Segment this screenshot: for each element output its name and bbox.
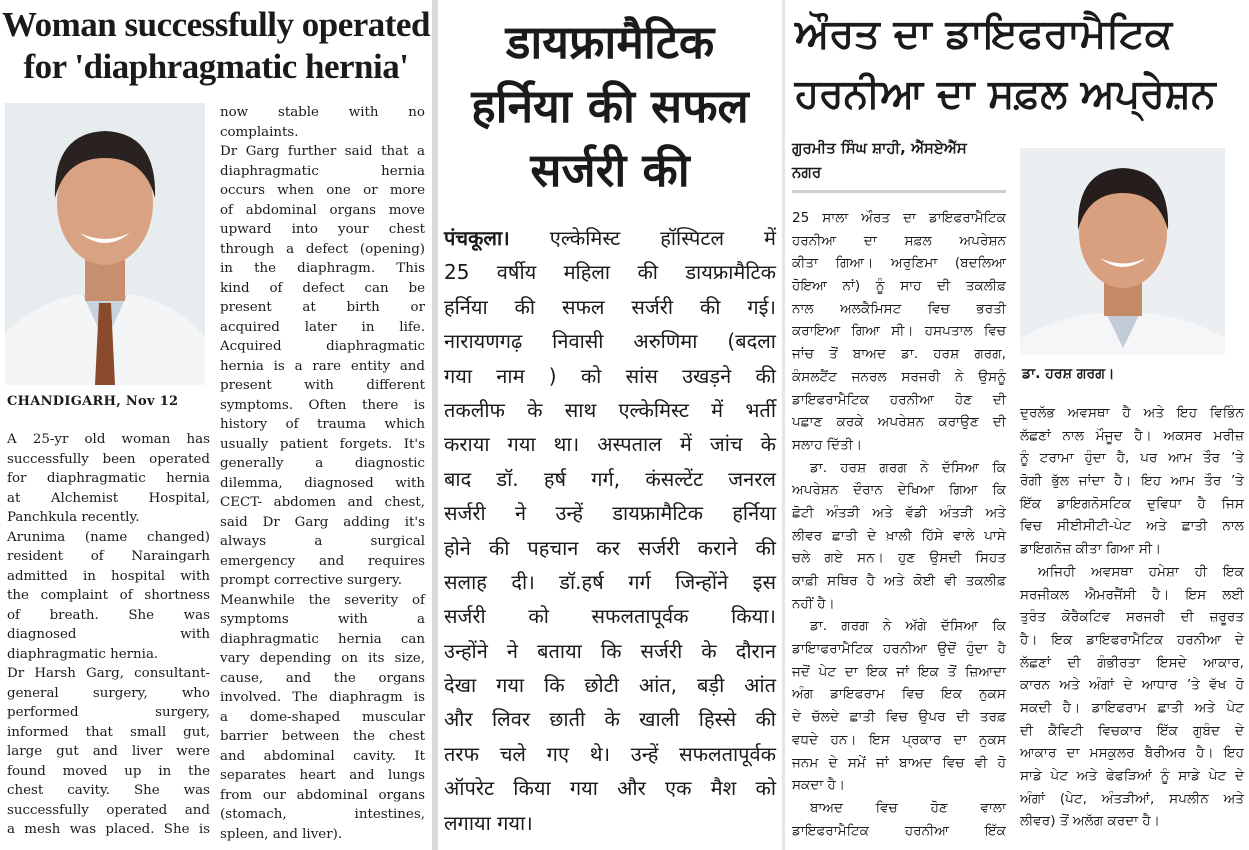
text-line: ਕਾਫ਼ੀ ਸਥਿਰ ਹੈ ਅਤੇ ਕੋਈ ਵੀ ਤਕਲੀਫ਼ [792,573,1006,589]
text-line: उन्होंने ने बताया कि सर्जरी के दौरान [444,638,776,663]
text-line: ਸਕਦੀ ਹੈ। ਡਾਇਫਰਾਮ ਛਾਤੀ ਅਤੇ ਪੇਟ [1020,699,1244,716]
text-line: ਲੱਛਣਾਂ ਦੀ ਗੰਭੀਰਤਾ ਇਸਦੇ ਆਕਾਰ, [1020,654,1244,671]
column-divider [432,0,438,850]
text-line: ਕੰਸਲਟੈਂਟ ਜਨਰਲ ਸਰਜਰੀ ਨੇ ਉਸਨੂੰ [792,368,1006,385]
text-line: ਅੰਗਾਂ (ਪੇਟ, ਅੰਤੜੀਆਂ, ਸਪਲੀਨ ਅਤੇ [1020,790,1244,807]
text-line: diaphragmatic hernia. [7,646,159,662]
text-line: ਵਿਚ ਸੀਈਸੀਟੀ-ਪੇਟ ਅਤੇ ਛਾਤੀ ਨਾਲ [1020,518,1244,535]
english-headline [0,4,432,88]
text-line: for diaphragmatic hernia [7,471,210,486]
text-line: resident of Naraingarh [7,549,210,564]
text-line: ਪਛਾਣ ਕਰਕੇ ਅਪਰੇਸ਼ਨ ਕਰਾਉਣ ਦੀ [792,414,1006,431]
text-line: symptoms with a [220,612,425,627]
english-column-2 [220,103,425,844]
text-line: नारायणगढ़ निवासी अरुणिमा (बदला [444,329,776,354]
text-line: Panchkula recently. [7,510,140,525]
doctor-photo-punjabi [1020,148,1225,355]
punjabi-column-2 [1020,402,1244,833]
text-line: of breath. She was [7,607,210,623]
text-line: a dome-shaped muscular [220,709,425,725]
text-line: ਦੇ ਚੱਲਦੇ ਛਾਤੀ ਵਿਚ ਉਪਰ ਦੀ ਤਰਫ਼ [792,709,1006,726]
text-line: kind of defect can be [220,280,425,296]
text-line: ਲੀਵਰ) ਤੋਂ ਅਲੱਗ ਕਰਦਾ ਹੈ। [1020,813,1160,830]
text-line: ਡਾਇਾਫਰਾਮੈਟਿਕ ਹਰਨੀਆ ਉਦੋਂ ਹੁੰਦਾ ਹੈ [792,641,1006,658]
text-line: ਸਰਜੀਕਲ ਐਮਰਜੈਂਸੀ ਹੈ। ਇਸ ਲਈ [1020,586,1244,603]
text-line: ਡਾਇਫਰਾਮੈਟਿਕ ਹਰਨੀਆ ਇੱਕ [792,822,1006,839]
text-line: ਇੱਕ ਡਾਇਗਨੋਸਟਿਕ ਦੁਵਿਧਾ ਹੈ ਜਿਸ [1020,495,1244,512]
text-line: ਹੋਇਆ ਨਾਂ) ਨੂੰ ਸਾਹ ਦੀ ਤਕਲੀਫ਼ [792,278,1006,295]
text-line: dilemma, diagnosed with [220,475,425,491]
english-headline-line: Woman successfully operated [2,5,430,44]
text-line: usually patient forgets. It's [220,436,425,452]
text-line: और लिवर छाती के खाली हिस्से की [444,707,776,732]
text-line: successfully operated and [7,802,210,818]
text-line: ਚਲੇ ਗਏ ਸਨ। ਹੁਣ ਉਸਦੀ ਸਿਹਤ [792,550,1006,567]
text-line: 25 ਸਾਲਾ ਔਰਤ ਦਾ ਡਾਇਫਰਾਮੈਟਿਕ [792,210,1006,226]
text-line: general surgery, who [7,685,210,701]
text-line: diaphragmatic hernia [220,163,425,179]
text-line: ਸਲਾਹ ਦਿੱਤੀ। [792,436,863,453]
text-line: ਨਾਲ ਅਲਕੈਮਿਸਟ ਵਿਚ ਭਰਤੀ [792,300,1006,317]
text-line: A 25-yr old woman has [7,432,210,447]
text-line: always a surgical [220,534,425,549]
text-line: hernia is a rare entity and [220,358,425,374]
text-line: ਹੈ। ਇਕ ਡਾਇਫਰਾਮੈਟਿਕ ਹਰਨੀਆ ਦੇ [1020,631,1244,648]
text-line: ਨੂੰ ਟਰਾਮਾ ਹੁੰਦਾ ਹੈ, ਪਰ ਆਮ ਤੌਰ ’ਤੇ [1020,450,1244,467]
text-line: Dr Garg further said that a [220,144,425,159]
text-line: ਜਨਮ ਦੇ ਸਮੇਂ ਜਾਂ ਬਾਅਦ ਵਿਚ ਵੀ ਹੋ [792,754,1006,771]
text-line: बाद डॉ. हर्ष गर्ग, कंसल्टेंट जनरल [444,466,776,491]
text-line: admitted in hospital with [7,568,210,584]
dateline: पंचकूला। [444,226,510,250]
text-line: through a defect (opening) [220,241,425,257]
text-line: Acquired diaphragmatic [220,339,425,354]
text-line: spleen, and liver). [220,826,343,842]
text-line: ਕਰਾਇਆ ਗਿਆ ਸੀ। ਹਸਪਤਾਲ ਵਿਚ [792,323,1006,340]
text-line: ਛੋਟੀ ਅੰਤੜੀ ਅਤੇ ਵੱਡੀ ਅੰਤੜੀ ਅਤੇ [792,504,1006,521]
text-line: large gut and liver were [7,744,210,759]
text-line: found moved up in the [7,763,210,779]
text-line: Dr Harsh Garg, consultant- [7,666,210,681]
text-line [444,221,776,255]
hindi-headline-line: सर्जरी की [530,143,690,197]
text-line: Meanwhile the severity of [220,592,425,608]
hindi-headline-line: डायफ्रामैटिक [505,15,715,69]
text-line: सर्जरी को सफलतापूर्वक किया। [444,604,776,629]
punjabi-byline [792,136,1012,184]
text-line: diaphragmatic hernia can [220,631,425,647]
text-line: generally a diagnostic [220,456,425,471]
text-line: present with different [220,378,425,393]
byline-line: ਨਗਰ [792,163,822,181]
text-line: ਲੀਵਰ ਛਾਤੀ ਦੇ ਖ਼ਾਲੀ ਹਿੱਸੇ ਵਾਲੇ ਪਾਸੇ [792,527,1006,544]
text-line: ਡਾਇਫਰਾਮੈਟਿਕ ਹਰਨੀਆ ਹੋਣ ਦੀ [792,391,1006,408]
text-line: and abdominal cavity. It [220,748,425,764]
text-line: सर्जरी ने उन्हें डायफ्रामैटिक हर्निया [444,501,776,526]
text-line: ਕਾਰਨ ਅਤੇ ਅੰਗਾਂ ਦੇ ਆਧਾਰ ’ਤੇ ਵੱਖ ਹੋ [1020,677,1244,694]
punjabi-headline-line: ਹਰਨੀਆ ਦਾ ਸਫ਼ਲ ਅਪ੍ਰੇਸ਼ਨ [794,71,1216,117]
hindi-headline [440,10,780,202]
english-column-1 [7,430,210,840]
english-headline-line: for 'diaphragmatic hernia' [23,47,409,86]
text-line: the complaint of shortness [7,588,210,603]
text-line: separates heart and lungs [220,768,425,783]
text-line: ਜਦੋਂ ਪੇਟ ਦਾ ਇਕ ਜਾਂ ਇਕ ਤੋਂ ਜ਼ਿਆਦਾ [792,663,1006,680]
text-line: तकलीफ के साथ एल्केमिस्ट में भर्ती [444,397,776,422]
punjabi-headline-line: ਔਰਤ ਦਾ ਡਾਇਫਰਾਮੈਟਿਕ [795,11,1173,57]
hindi-headline-line: हर्निया की सफल [471,79,749,133]
text-line: symptoms. Often there is [220,397,425,413]
text-line: सलाह दी। डॉ.हर्ष गर्ग जिन्होंने इस [444,569,776,594]
text-line: ਦੀ ਕੈਵਿਟੀ ਵਿਚਕਾਰ ਇੱਕ ਗੁਬੰਦ ਦੇ [1020,722,1244,739]
text-line: performed surgery, [7,705,210,720]
doctor-photo-english [5,103,205,385]
text-line: ਹਰਨੀਆ ਦਾ ਸਫ਼ਲ ਅਪਰੇਸ਼ਨ [792,232,1006,249]
english-dateline: CHANDIGARH, Nov 12 [7,394,179,409]
text-line: ਕੀਤਾ ਗਿਆ। ਅਰੁਣਿਮਾ (ਬਦਲਿਆ [792,255,1006,272]
text-line: लगाया गया। [444,810,533,835]
text-line: a mesh was placed. She is [7,822,210,837]
text-line: ਡਾ. ਹਰਸ਼ ਗਰਗ ਨੇ ਦੱਸਿਆ ਕਿ [810,459,1006,476]
punjabi-column-1 [792,207,1006,842]
text-line: ਬਾਅਦ ਵਿਚ ਹੋਣ ਵਾਲਾ [810,799,1006,816]
text-line: गया नाम ) को सांस उखड़ने की [444,363,776,388]
text-line: now stable with no [220,105,425,120]
text-line: vary depending on its size, [220,651,425,666]
text-line: 25 वर्षीय महिला की डायफ्रामैटिक [444,260,776,285]
byline-line: ਗੁਰਮੀਤ ਸਿੰਘ ਸ਼ਾਹੀ, ਐੱਸਏਐੱਸ [792,139,967,157]
text-line: ਸਾਡੇ ਪੇਟ ਅਤੇ ਫੇਫੜਿਆਂ ਨੂੰ ਸਾਡੇ ਪੇਟ ਦੇ [1020,768,1244,784]
text-line: (stomach, intestines, [220,807,425,822]
text-line: हर्निया की सफल सर्जरी की गई। [444,294,776,319]
text-line: ਦੁਰਲੱਭ ਅਵਸਥਾ ਹੈ ਅਤੇ ਇਹ ਵਿਭਿੰਨ [1020,405,1244,421]
text-line: ਰੋਗੀ ਭੁੱਲ ਜਾਂਦਾ ਹੈ। ਇਹ ਆਮ ਤੌਰ ’ਤੇ [1020,473,1244,490]
column-divider [782,0,785,850]
text-line: ਡਾਇਗਨੋਜ਼ ਕੀਤਾ ਗਿਆ ਸੀ। [1020,541,1162,558]
text-line: upward into your chest [220,222,425,237]
text-line: तरफ चले गए थे। उन्हें सफलतापूर्वक [444,741,776,766]
hindi-body [444,221,776,840]
text-line: barrier between the chest [220,729,425,744]
text-line: ਨਹੀਂ ਹੈ। [792,595,835,612]
text-line: ਡਾ. ਗਰਗ ਨੇ ਅੱਗੇ ਦੱਸਿਆ ਕਿ [810,618,1006,635]
text-line: complaints. [220,124,299,140]
text-line: from our abdominal organs [220,787,425,803]
text-line: involved. The diaphragm is [220,690,425,705]
byline-rule [792,190,1006,193]
text-line: in the diaphragm. This [220,261,425,276]
text-line: ऑपरेट किया गया और एक मैश को [444,776,776,801]
text-line: CECT- abdomen and chest, [220,495,425,510]
text-line: कराया गया था। अस्पताल में जांच के [444,432,776,457]
text-line: ਸਕਦਾ ਹੈ। [792,777,846,794]
text-line: होने की पहचान कर सर्जरी कराने की [444,535,776,560]
text-line: of abdominal organs move [220,202,425,218]
photo-caption: ਡਾ. ਹਰਸ਼ ਗਰਗ। [1022,366,1115,382]
text-line: at Alchemist Hospital, [7,490,210,506]
text-line-rest: एल्केमिस्ट हॉस्पिटल में [509,226,776,250]
text-line: acquired later in life. [220,319,425,335]
text-line: ਅਜਿਹੀ ਅਵਸਥਾ ਹਮੇਸ਼ਾ ਹੀ ਇਕ [1038,563,1244,580]
text-line: diagnosed with [7,627,210,642]
text-line: chest cavity. She was [7,783,210,798]
text-line: ਵਧਦੇ ਹਨ। ਇਸ ਪ੍ਰਕਾਰ ਦਾ ਨੁਕਸ [792,731,1006,748]
text-line: emergency and requires [220,553,425,569]
text-line: prompt corrective surgery. [220,573,402,588]
text-line: ਆਕਾਰ ਦਾ ਮਸਕੁਲਰ ਬੈਰੀਅਰ ਹੈ। ਇਹ [1020,745,1244,762]
text-line: ਅੰਗ ਡਾਇਫਰਾਮ ਵਿਚ ਇਕ ਨੁਕਸ [792,686,1006,703]
text-line: informed that small gut, [7,724,210,740]
text-line: occurs when one or more [220,183,425,198]
punjabi-headline [790,4,1220,124]
text-line: ਜਾਂਚ ਤੋਂ ਬਾਅਦ ਡਾ. ਹਰਸ਼ ਗਰਗ, [792,346,1006,363]
text-line: cause, and the organs [220,670,425,686]
text-line: ਅਪਰੇਸ਼ਨ ਦੌਰਾਨ ਦੇਖਿਆ ਗਿਆ ਕਿ [792,482,1006,499]
text-line: said Dr Garg adding it's [220,514,425,530]
text-line: present at birth or [220,300,425,315]
text-line: ਲੱਛਣਾਂ ਨਾਲ ਮੌਜੂਦ ਹੈ। ਅਕਸਰ ਮਰੀਜ਼ [1020,427,1244,444]
text-line: successfully been operated [7,451,210,467]
text-line: Arunima (name changed) [7,529,210,545]
text-line: ਤੁਰੰਤ ਕੋਰੈਕਟਿਵ ਸਰਜਰੀ ਦੀ ਜ਼ਰੂਰਤ [1020,609,1244,626]
text-line: history of trauma which [220,417,425,432]
text-line: देखा गया कि छोटी आंत, बड़ी आंत [444,673,776,698]
